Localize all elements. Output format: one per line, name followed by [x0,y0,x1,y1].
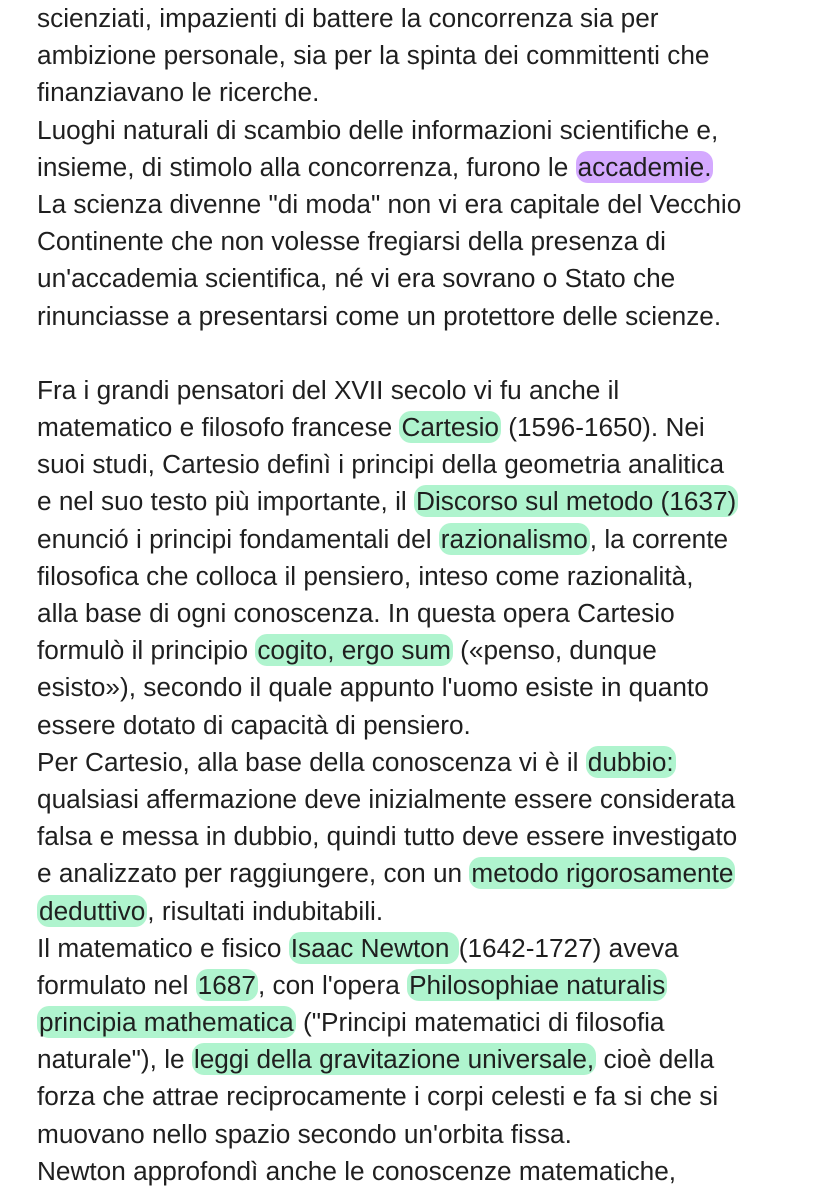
highlight-principia: principia mathematica [39,1007,294,1038]
text-segment: e analizzato per raggiungere, con un [37,858,470,889]
text-segment: suoi studi, Cartesio definì i principi della geometria analitica [37,449,725,480]
text-segment: un'accademia scientifica, né vi era sovrano o Stato che [37,263,676,294]
text-segment: matematico e filosofo francese [37,412,400,443]
text-line [37,149,827,186]
text-line [37,632,827,669]
text-line [37,669,827,706]
text-line [37,446,827,483]
text-line [37,707,827,744]
text-segment: (1642-1727) aveva [458,932,679,963]
text-segment: Newton approfondì anche le conoscenze matematiche, [37,1155,677,1186]
highlight-razionalismo: razionalismo [440,523,588,554]
text-line [37,595,827,632]
highlight-dubbio: dubbio: [587,746,674,777]
text-segment: scienziati, impazienti di battere la concorrenza sia per [37,3,659,33]
text-segment: esisto»), secondo il quale appunto l'uomo esiste in quanto [37,672,709,703]
text-line [37,781,827,818]
text-line [37,1116,827,1153]
text-segment: forza che attrae reciprocamente i corpi celesti e fa si che si [37,1081,719,1112]
text-segment: ("Principi matematici di filosofia [295,1007,665,1038]
text-line [37,1153,827,1190]
paragraph-break [37,335,827,372]
text-segment: alla base di ogni conoscenza. In questa opera Cartesio [37,598,675,628]
highlight-1687: 1687 [197,969,256,1000]
text-line [37,558,827,595]
text-line [37,37,827,74]
text-segment: ambizione personale, sia per la spinta dei committenti che [37,40,710,71]
text-line [37,409,827,446]
text-segment: e nel suo testo più importante, il [37,486,415,517]
highlight-deduttivo: deduttivo [39,895,146,926]
text-segment: falsa e messa in dubbio, quindi tutto deve essere investigato [37,821,738,852]
text-line [37,930,827,967]
text-line [37,893,827,930]
highlight-cogito: cogito, ergo sum [257,635,451,666]
text-segment: Per Cartesio, alla base della conoscenza vi è il [37,746,586,777]
text-line [37,260,827,297]
text-segment: (1596-1650). Nei [500,412,705,443]
highlight-cartesio: Cartesio [401,412,499,443]
text-segment: cioè della [596,1044,715,1075]
text-segment: insieme, di stimolo alla concorrenza, furono le [37,151,576,182]
highlight-accademie: accademie. [577,151,712,182]
highlight-metodo: metodo rigorosamente [471,858,734,889]
text-segment: finanziavano le ricerche. [37,77,320,108]
text-segment: naturale"), le [37,1044,192,1075]
text-line [37,483,827,520]
text-segment: rinunciasse a presentarsi come un protettore delle scienze. [37,300,722,331]
text-line [37,818,827,855]
text-segment: Il matematico e fisico [37,932,289,963]
text-line [37,74,827,111]
text-segment: enunció i principi fondamentali del [37,523,439,554]
text-segment: qualsiasi affermazione deve inizialmente essere considerata [37,783,736,814]
highlight-discorso: Discorso sul metodo (1637) [416,486,737,517]
text-segment: («penso, dunque [452,635,657,666]
text-line [37,521,827,558]
text-segment: muovano nello spazio secondo un'orbita fissa. [37,1118,572,1149]
text-line [37,744,827,781]
text-segment: Luoghi naturali di scambio delle informazioni scientifiche e, [37,114,719,145]
text-segment: filosofica che colloca il pensiero, inteso come razionalità, [37,560,694,591]
text-segment: formulò il principio [37,635,256,666]
text-segment: , con l'opera [257,969,408,1000]
text-line [37,186,827,223]
text-line [37,855,827,892]
text-line [37,1041,827,1078]
text-segment: Fra i grandi pensatori del XVII secolo vi fu anche il [37,374,620,405]
highlight-newton: Isaac Newton [290,932,457,963]
highlight-leggi: leggi della gravitazione universale, [193,1044,595,1075]
text-segment: La scienza divenne "di moda" non vi era capitale del Vecchio [37,188,742,219]
text-segment: Continente che non volesse fregiarsi della presenza di [37,226,666,257]
document-body [37,0,827,1190]
text-segment: formulato nel [37,969,196,1000]
text-segment: essere dotato di capacità di pensiero. [37,709,471,740]
text-line [37,0,827,37]
text-line [37,298,827,335]
text-line [37,1004,827,1041]
text-segment: , la corrente [589,523,729,554]
text-line [37,1078,827,1115]
highlight-philosophiae: Philosophiae naturalis [409,969,666,1000]
text-line [37,223,827,260]
text-line [37,112,827,149]
text-segment: , risultati indubitabili. [147,895,384,926]
text-line [37,967,827,1004]
text-line [37,372,827,409]
